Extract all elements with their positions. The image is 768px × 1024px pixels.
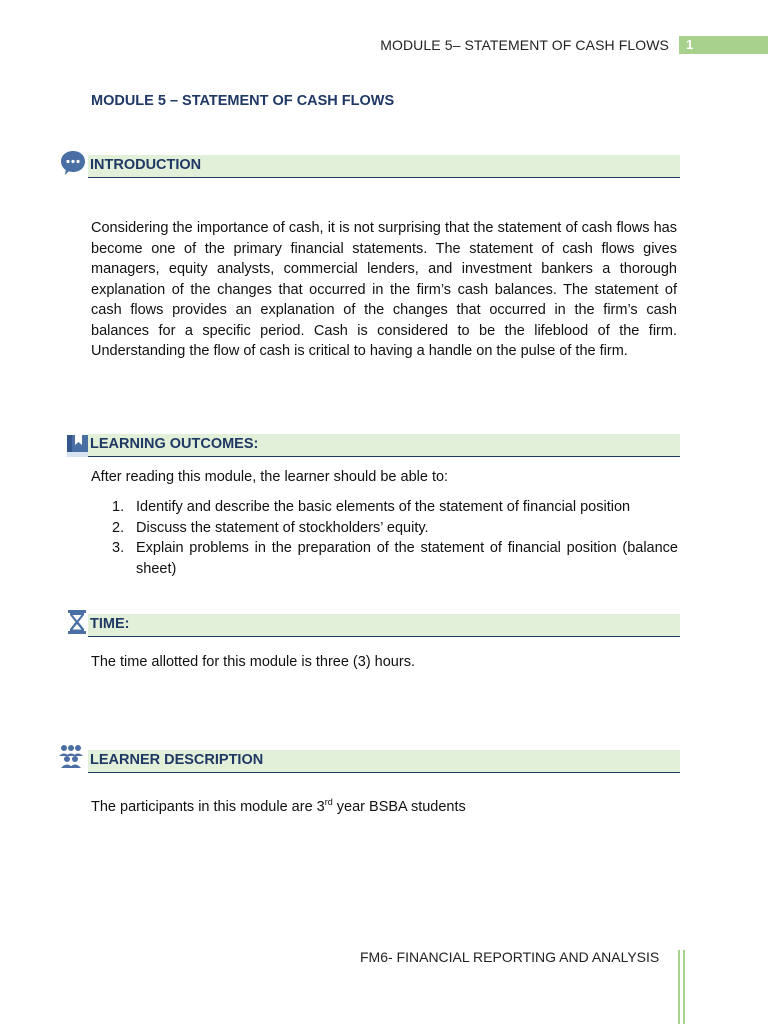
section-heading: INTRODUCTION bbox=[90, 157, 202, 173]
learner-description-text: The participants in this module are 3 bbox=[91, 798, 325, 815]
list-item bbox=[112, 497, 678, 518]
list-text: Identify and describe the basic elements of the statement of financial position bbox=[136, 499, 631, 515]
time-paragraph: The time allotted for this module is three (3) hours. bbox=[91, 654, 415, 670]
list-number: 3. bbox=[112, 540, 125, 556]
section-header-time bbox=[88, 614, 680, 637]
list-item bbox=[112, 538, 678, 579]
ordinal-suffix: rd bbox=[324, 797, 333, 807]
learner-description-text-end: year BSBA students bbox=[332, 798, 466, 815]
section-header-introduction bbox=[88, 155, 680, 178]
section-heading: LEARNING OUTCOMES: bbox=[90, 436, 259, 452]
page-number-badge: 1 bbox=[679, 36, 768, 54]
hourglass-icon bbox=[63, 608, 91, 636]
course-footer: FM6- FINANCIAL REPORTING AND ANALYSIS bbox=[360, 949, 660, 965]
list-number: 1. bbox=[112, 499, 125, 515]
group-icon bbox=[57, 742, 85, 770]
footer-rule bbox=[683, 950, 685, 1024]
section-header-learner-description bbox=[88, 750, 680, 773]
speech-bubble-icon bbox=[59, 149, 87, 177]
learner-description-paragraph bbox=[91, 792, 677, 817]
learning-outcomes-intro: After reading this module, the learner should be able to: bbox=[91, 469, 449, 485]
learning-outcomes-list bbox=[112, 497, 678, 579]
list-item bbox=[112, 518, 678, 539]
footer-rule bbox=[678, 950, 680, 1024]
section-heading: TIME: bbox=[90, 616, 130, 632]
section-heading: LEARNER DESCRIPTION bbox=[90, 752, 264, 768]
list-text: Explain problems in the preparation of the statement of financial position (balance sheet) bbox=[136, 540, 678, 577]
module-title: MODULE 5 – STATEMENT OF CASH FLOWS bbox=[91, 93, 395, 109]
list-text: Discuss the statement of stockholders’ equity. bbox=[136, 519, 429, 536]
introduction-paragraph: Considering the importance of cash, it is not surprising that the statement of cash flows has become one of the primary financial statements. The statement of cash flows gives managers, equity analysts, commercial lenders, and investment bankers a thorough explanation of the changes that occurred in the firm’s cash balances. The statement of cash flows provides an explanation of the changes that occurred in the firm’s cash balances for a specific period. Cash is considered to be the lifeblood of the firm. Understanding the flow of cash is critical to having a handle on the pulse of the firm. bbox=[91, 220, 677, 359]
running-header: MODULE 5– STATEMENT OF CASH FLOWS bbox=[380, 37, 669, 53]
section-header-learning-outcomes bbox=[88, 434, 680, 457]
list-number: 2. bbox=[112, 519, 125, 536]
